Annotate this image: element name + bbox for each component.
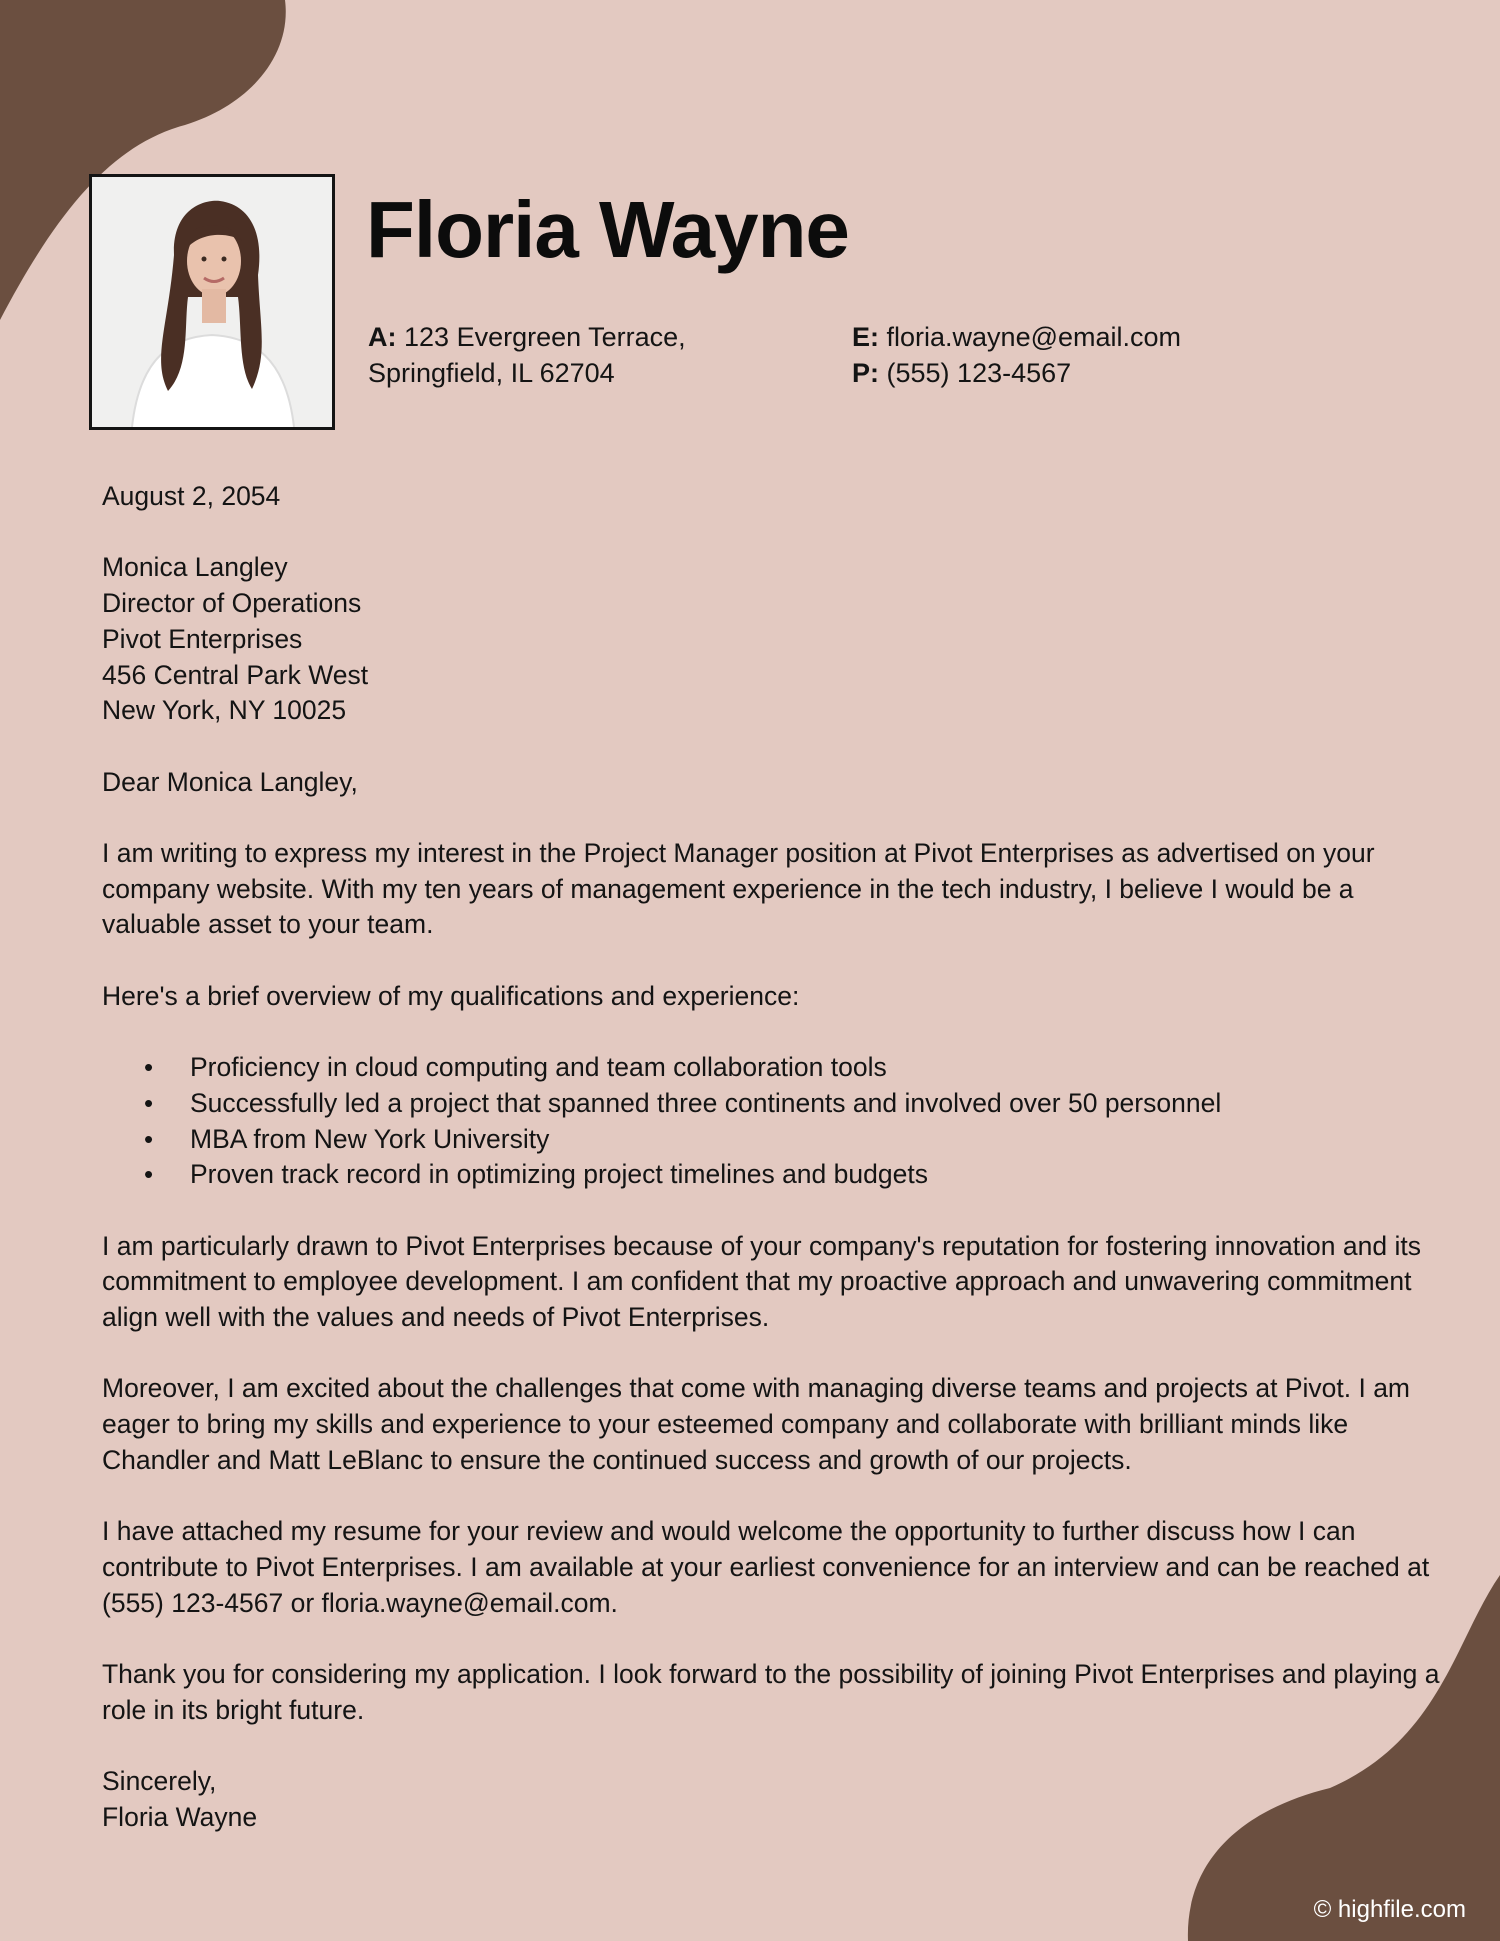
closing: Sincerely, [102, 1766, 217, 1797]
recipient-street: 456 Central Park West [102, 659, 369, 690]
portrait-icon [92, 177, 332, 427]
overview-heading: Here's a brief overview of my qualifications and experience: [102, 980, 800, 1011]
email-line [852, 319, 1181, 355]
phone-line [852, 355, 1181, 391]
list-item: • Successfully led a project that spanned three continents and involved over 50 personnel [190, 1086, 1442, 1122]
list-item: • Proficiency in cloud computing and team collaboration tools [190, 1050, 1442, 1086]
recipient-name: Monica Langley [102, 552, 288, 583]
bullet-icon: • [144, 1123, 154, 1154]
address-line-1 [368, 319, 686, 355]
address-street: 123 Evergreen Terrace, [404, 322, 686, 352]
email-label: E: [852, 322, 879, 352]
paragraph-availability: I have attached my resume for your review and would welcome the opportunity to further discuss how I can contribute to Pivot Enterprises. I am available at your earliest convenience for an interview and can be reached at (555) 123-4567 or floria.wayne@email.com. [102, 1516, 1430, 1618]
bullet-icon: • [144, 1052, 154, 1083]
letter-body [102, 479, 1442, 1871]
recipient-block [102, 550, 1442, 729]
bullet-icon: • [144, 1087, 154, 1118]
list-item: • Proven track record in optimizing project timelines and budgets [190, 1157, 1442, 1193]
contact-address [368, 319, 686, 391]
list-item: • MBA from New York University [190, 1122, 1442, 1158]
profile-photo [89, 174, 335, 430]
email-value: floria.wayne@email.com [886, 322, 1182, 352]
paragraph-challenges: Moreover, I am excited about the challenges that come with managing diverse teams and projects at Pivot. I am eager to bring my skills and experience to your esteemed company and collaborate with brilliant minds like Chandler and Matt LeBlanc to ensure the continued success and growth of our projects. [102, 1373, 1411, 1475]
watermark-link[interactable]: © highfile.com [1313, 1896, 1466, 1923]
paragraph-thanks: Thank you for considering my application. I look forward to the possibility of joining Pivot Enterprises and playing a role in its bright future. [102, 1659, 1440, 1725]
phone-value: (555) 123-4567 [886, 358, 1072, 388]
intro-paragraph: I am writing to express my interest in the Project Manager position at Pivot Enterprises as advertised on your company website. With my ten years of management experience in the tech industry, I believe I would be a valuable asset to your team. [102, 837, 1375, 940]
address-label: A: [368, 322, 397, 352]
qualifications-list [102, 1050, 1442, 1193]
address-line-2: Springfield, IL 62704 [368, 358, 615, 388]
letter-date: August 2, 2054 [102, 481, 281, 511]
contact-email-phone [852, 319, 1181, 391]
paragraph-motivation: I am particularly drawn to Pivot Enterprises because of your company's reputation for fostering innovation and its commitment to employee development. I am confident that my proactive approach and unwavering commitment align well with the values and needs of Pivot Enterprises. [102, 1230, 1421, 1333]
recipient-company: Pivot Enterprises [102, 623, 303, 654]
recipient-title: Director of Operations [102, 588, 362, 619]
closing-block [102, 1764, 1442, 1835]
phone-label: P: [852, 358, 879, 388]
applicant-name: Floria Wayne [366, 185, 849, 274]
salutation: Dear Monica Langley, [102, 766, 358, 797]
signature-name: Floria Wayne [102, 1801, 258, 1832]
recipient-city: New York, NY 10025 [102, 695, 347, 726]
bullet-icon: • [144, 1159, 154, 1190]
